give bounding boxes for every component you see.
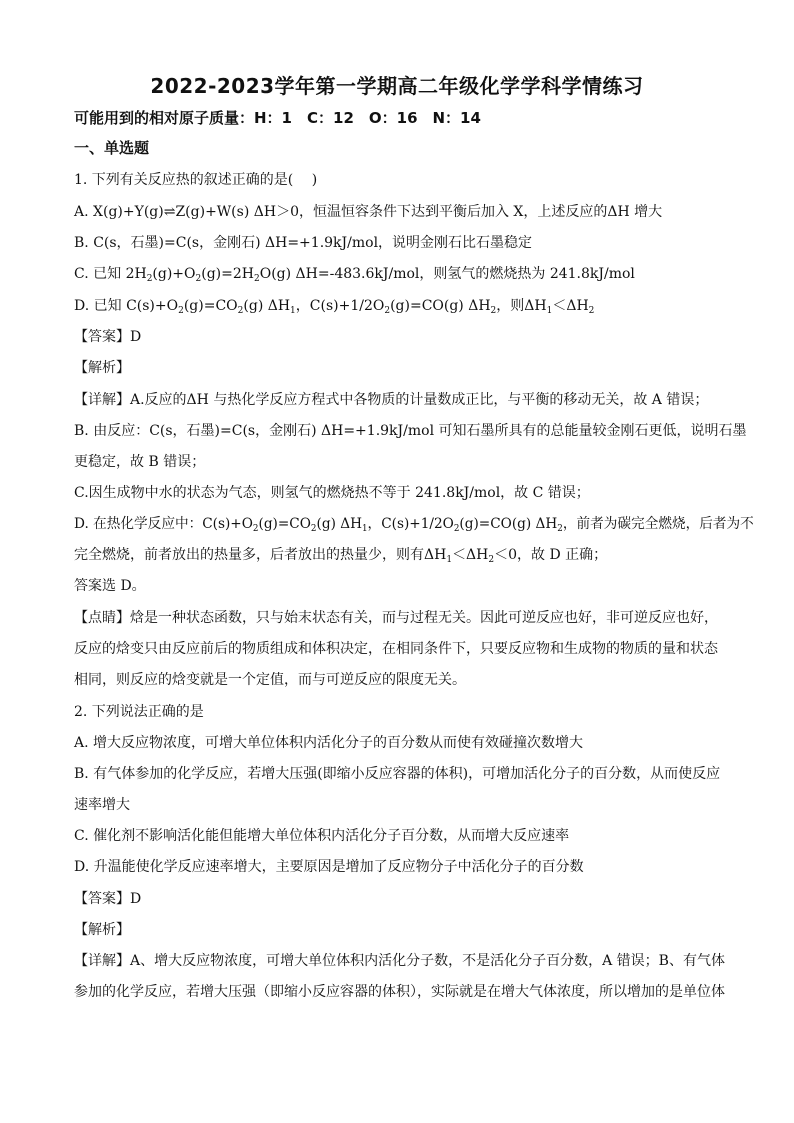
q1-option-c: C. 已知 $2H_2(g)+O_2(g)=2H_2O(g)$ ΔH=-483.6kJ/mol，则氢气的燃烧热为 241.8kJ/mol bbox=[74, 266, 635, 284]
q1-option-a: A. X(g)+Y(g)⇌Z(g)+W(s) ΔH＞0，恒温恒容条件下达到平衡后加入 X，上述反应的ΔH 增大 bbox=[74, 204, 663, 220]
q2-detail-line: 参加的化学反应，若增大压强（即缩小反应容器的体积），实际就是在增大气体浓度，所以增加的是单位体 bbox=[74, 984, 725, 1000]
q1-detail-line: 【详解】A.反应的ΔH 与热化学反应方程式中各物质的计量数成正比，与平衡的移动无关，故 A 错误； bbox=[74, 392, 709, 408]
q1-detail-line: 答案选 D。 bbox=[74, 578, 146, 594]
q1-detail-line: C.因生成物中水的状态为气态，则氢气的燃烧热不等于 241.8kJ/mol，故 C 错误； bbox=[74, 485, 590, 501]
section-heading: 一、单选题 bbox=[74, 139, 150, 157]
q1-stem: 1. 下列有关反应热的叙述正确的是( ) bbox=[74, 172, 318, 188]
q1-option-b: B. C(s，石墨)=C(s，金刚石) ΔH=+1.9kJ/mol，说明金刚石比石墨稳定 bbox=[74, 235, 533, 251]
q2-option-a: A. 增大反应物浓度，可增大单位体积内活化分子的百分数从而使有效碰撞次数增大 bbox=[74, 735, 584, 751]
q2-stem: 2. 下列说法正确的是 bbox=[74, 704, 204, 720]
q2-option-d: D. 升温能使化学反应速率增大，主要原因是增加了反应物分子中活化分子的百分数 bbox=[74, 859, 584, 875]
q1-tip-line: 【点睛】焓是一种状态函数，只与始末状态有关，而与过程无关。因此可逆反应也好，非可逆反应也好， bbox=[74, 610, 718, 626]
q1-answer: 【答案】D bbox=[74, 329, 142, 345]
q2-analysis-label: 【解析】 bbox=[74, 922, 130, 938]
q1-option-d: D. 已知 $C(s)+O_2(g)=CO_2(g)$ $\Delta H_1$，$C(s)+1/2O_2(g)=CO(g)$ $\Delta H_2$，则$\Delta H_1<\Delta H_2$ bbox=[74, 298, 595, 316]
q1-tip-line: 相同，则反应的焓变就是一个定值，而与可逆反应的限度无关。 bbox=[74, 672, 466, 688]
q2-detail-line: 【详解】A、增大反应物浓度，可增大单位体积内活化分子数，不是活化分子百分数，A 错误；B、有气体 bbox=[74, 953, 725, 969]
q2-answer: 【答案】D bbox=[74, 891, 142, 907]
q2-option-b: B. 有气体参加的化学反应，若增大压强(即缩小反应容器的体积)，可增加活化分子的百分数，从而使反应 bbox=[74, 766, 721, 782]
q1-analysis-label: 【解析】 bbox=[74, 360, 130, 376]
q2-option-c: C. 催化剂不影响活化能但能增大单位体积内活化分子百分数，从而增大反应速率 bbox=[74, 828, 570, 844]
q1-detail-line: 完全燃烧，前者放出的热量多，后者放出的热量少，则有$\Delta H_1<\Delta H_2<0$，故 D 正确； bbox=[74, 547, 608, 565]
atomic-mass-line: 可能用到的相对原子质量：H：1 C：12 O：16 N：14 bbox=[74, 109, 481, 127]
page-title: 2022-2023学年第一学期高二年级化学学科学情练习 bbox=[150, 74, 644, 98]
q1-detail-line: 更稳定，故 B 错误； bbox=[74, 454, 206, 470]
q1-detail-line: B. 由反应：C(s，石墨)=C(s，金刚石) ΔH=+1.9kJ/mol 可知石墨所具有的总能量较金刚石更低，说明石墨 bbox=[74, 423, 747, 439]
q1-tip-line: 反应的焓变只由反应前后的物质组成和体积决定，在相同条件下，只要反应物和生成物的物质的量和状态 bbox=[74, 641, 718, 657]
q2-option-b-continued: 速率增大 bbox=[74, 797, 130, 813]
q1-detail-line: D. 在热化学反应中：$C(s)+O_2(g)=CO_2(g)$ $\Delta H_1$，$C(s)+1/2O_2(g)=CO(g)$ $\Delta H_2$，前者为碳完全燃烧，后者为不 bbox=[74, 516, 754, 534]
